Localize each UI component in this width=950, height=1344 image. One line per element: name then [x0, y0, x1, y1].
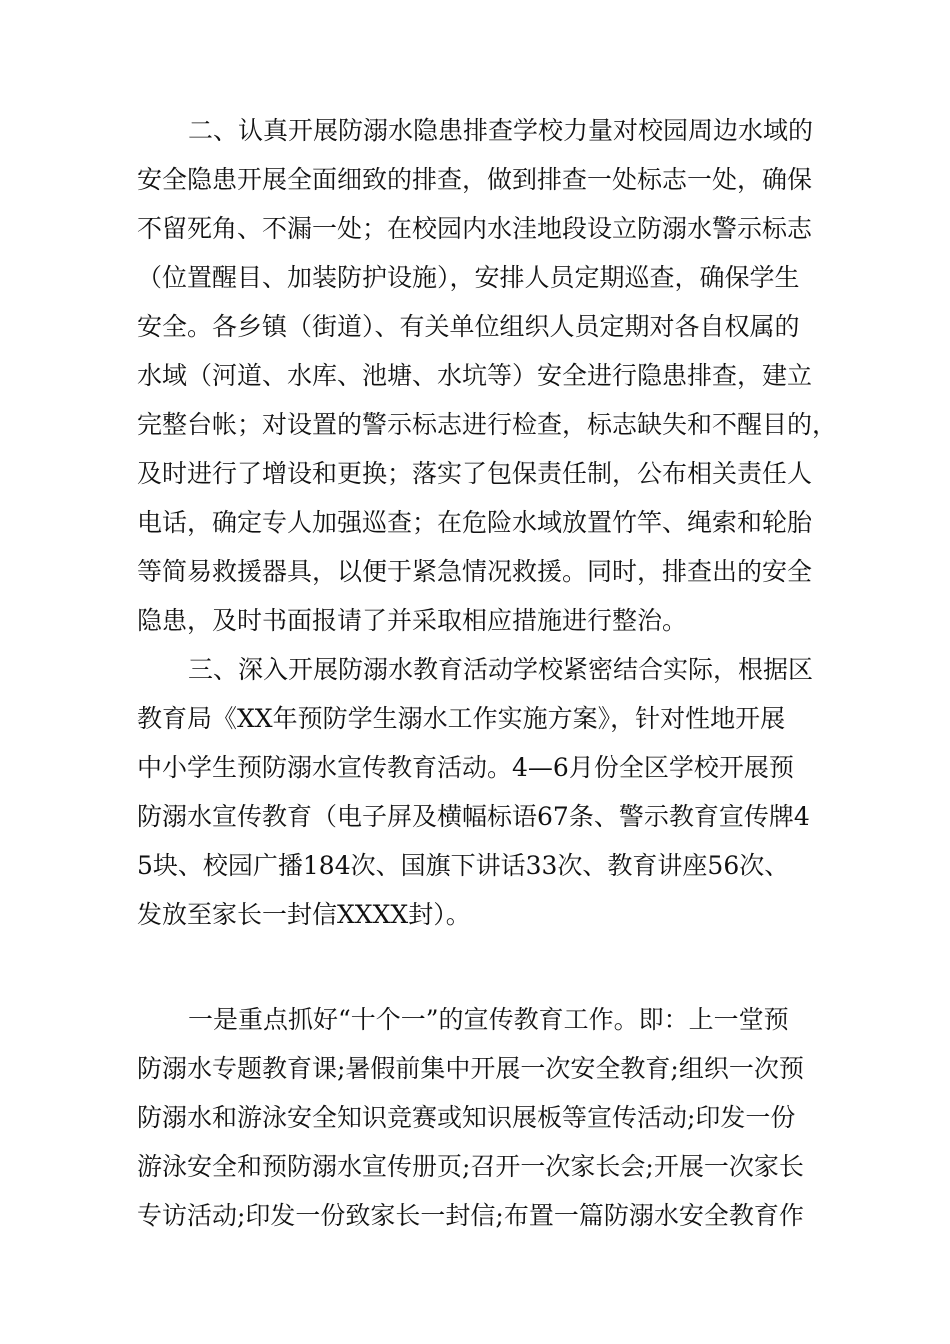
paragraph-2-line-11: 隐患，及时书面报请了并采取相应措施进行整治。 — [137, 606, 688, 635]
paragraph-4-line-2: 防溺水专题教育课;暑假前集中开展一次安全教育;组织一次预 — [137, 1054, 804, 1083]
paragraph-4-line-1: 一是重点抓好“十个一”的宣传教育工作。即：上一堂预 — [188, 1005, 789, 1034]
document-body — [137, 106, 837, 1240]
paragraph-4-line-4: 游泳安全和预防溺水宣传册页;召开一次家长会;开展一次家长 — [137, 1152, 804, 1181]
paragraph-2-line-7: 完整台帐；对设置的警示标志进行检查，标志缺失和不醒目的， — [137, 410, 838, 439]
paragraph-2-line-10: 等简易救援器具，以便于紧急情况救援。同时，排查出的安全 — [137, 557, 813, 586]
paragraph-3-line-5: 5块、校园广播184次、国旗下讲话33次、教育讲座56次、 — [137, 851, 790, 880]
paragraph-2-line-5: 安全。各乡镇（街道）、有关单位组织人员定期对各自权属的 — [137, 312, 800, 341]
paragraph-3-line-3: 中小学生预防溺水宣传教育活动。4—6月份全区学校开展预 — [137, 753, 794, 782]
paragraph-4-line-5: 专访活动;印发一份致家长一封信;布置一篇防溺水安全教育作 — [137, 1201, 804, 1230]
paragraph-spacer — [137, 939, 837, 995]
paragraph-3-line-4: 防溺水宣传教育（电子屏及横幅标语67条、警示教育宣传牌4 — [137, 802, 810, 831]
paragraph-2-line-8: 及时进行了增设和更换；落实了包保责任制，公布相关责任人 — [137, 459, 813, 488]
paragraph-3-line-2: 教育局《XX年预防学生溺水工作实施方案》，针对性地开展 — [137, 704, 786, 733]
paragraph-2-line-1: 二、认真开展防溺水隐患排查学校力量对校园周边水域的 — [188, 116, 814, 145]
paragraph-4-line-3: 防溺水和游泳安全知识竞赛或知识展板等宣传活动;印发一份 — [137, 1103, 796, 1132]
paragraph-2-line-9: 电话，确定专人加强巡查；在危险水域放置竹竿、绳索和轮胎 — [137, 508, 813, 537]
paragraph-3-line-1: 三、深入开展防溺水教育活动学校紧密结合实际，根据区 — [188, 655, 814, 684]
paragraph-3-line-6: 发放至家长一封信XXXX封）。 — [137, 900, 471, 929]
paragraph-2-line-3: 不留死角、不漏一处；在校园内水洼地段设立防溺水警示标志 — [137, 214, 813, 243]
paragraph-2-line-6: 水域（河道、水库、池塘、水坑等）安全进行隐患排查，建立 — [137, 361, 813, 390]
paragraph-2-line-2: 安全隐患开展全面细致的排查，做到排查一处标志一处，确保 — [137, 165, 813, 194]
paragraph-2-line-4: （位置醒目、加装防护设施），安排人员定期巡查，确保学生 — [137, 263, 800, 292]
